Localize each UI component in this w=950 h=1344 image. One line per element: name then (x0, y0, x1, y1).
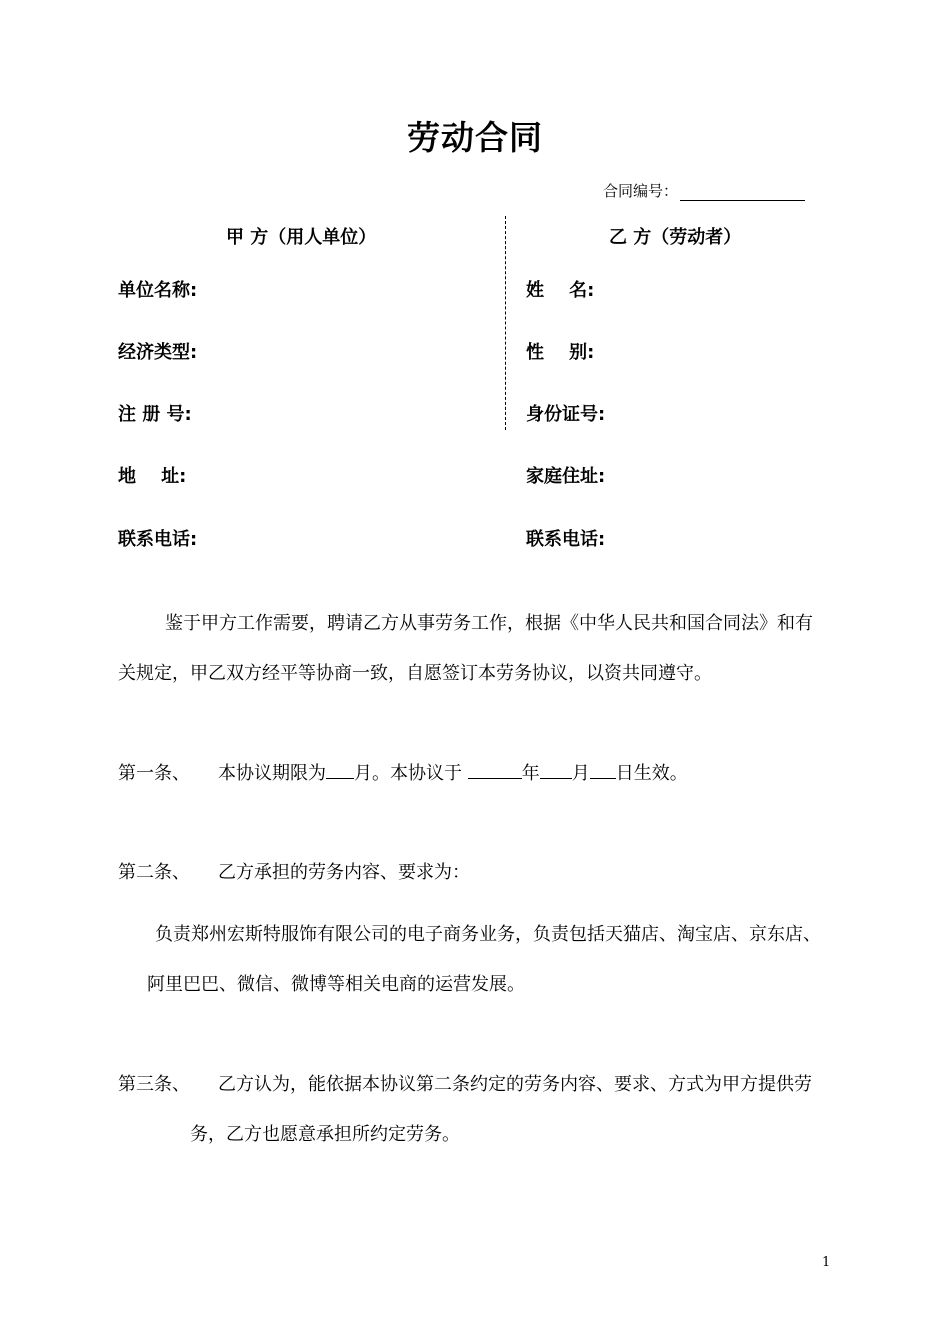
party-b-gender-label: 性 别: (526, 342, 595, 363)
contract-number-blank[interactable] (680, 186, 805, 201)
party-a-economic-type-label: 经济类型: (118, 342, 198, 363)
article-1-text-c: 年 (521, 763, 540, 784)
article-1-text-b: 月。本协议于 (354, 763, 468, 784)
party-a-phone-label: 联系电话: (118, 529, 198, 550)
article-2-text: 乙方承担的劳务内容、要求为： (218, 862, 470, 883)
party-b-home-address-label: 家庭住址: (526, 466, 606, 487)
preamble-line-1: 鉴于甲方工作需要，聘请乙方从事劳务工作，根据《中华人民共和国合同法》和有 (165, 613, 813, 634)
article-1-text-d: 月 (571, 763, 590, 784)
article-3-line-1: 乙方认为，能依据本协议第二条约定的劳务内容、要求、方式为甲方提供劳 (218, 1074, 812, 1095)
article-1-text (218, 759, 688, 785)
preamble-line-2: 关规定，甲乙双方经平等协商一致，自愿签订本劳务协议，以资共同遵守。 (118, 663, 712, 684)
article-2-detail-line-2: 阿里巴巴、微信、微博等相关电商的运营发展。 (147, 974, 525, 995)
term-months-blank[interactable] (326, 760, 354, 779)
party-a-registration-label: 注 册 号: (118, 404, 192, 425)
article-1-number: 第一条、 (118, 763, 190, 784)
article-3-number: 第三条、 (118, 1074, 190, 1095)
page-title: 劳动合同 (407, 118, 543, 157)
party-a-address-label: 地 址: (118, 466, 187, 487)
party-a-heading: 甲 方（用人单位） (226, 227, 377, 248)
party-b-heading: 乙 方（劳动者） (609, 227, 742, 248)
party-b-id-label: 身份证号: (526, 404, 606, 425)
article-1-text-a: 本协议期限为 (218, 763, 326, 784)
effective-day-blank[interactable] (590, 760, 616, 779)
article-1-text-e: 日生效。 (615, 763, 688, 784)
party-a-company-name-label: 单位名称: (118, 280, 198, 301)
article-2-number: 第二条、 (118, 862, 190, 883)
effective-year-blank[interactable] (468, 760, 522, 779)
article-3-line-2: 务，乙方也愿意承担所约定劳务。 (190, 1124, 460, 1145)
article-2-detail-line-1: 负责郑州宏斯特服饰有限公司的电子商务业务，负责包括天猫店、淘宝店、京东店、 (155, 924, 821, 945)
contract-number (603, 180, 805, 201)
effective-month-blank[interactable] (540, 760, 572, 779)
party-b-name-label: 姓 名: (526, 280, 595, 301)
column-divider (505, 216, 506, 430)
contract-number-label: 合同编号： (603, 182, 679, 200)
party-b-phone-label: 联系电话: (526, 529, 606, 550)
page-number: 1 (822, 1255, 831, 1270)
